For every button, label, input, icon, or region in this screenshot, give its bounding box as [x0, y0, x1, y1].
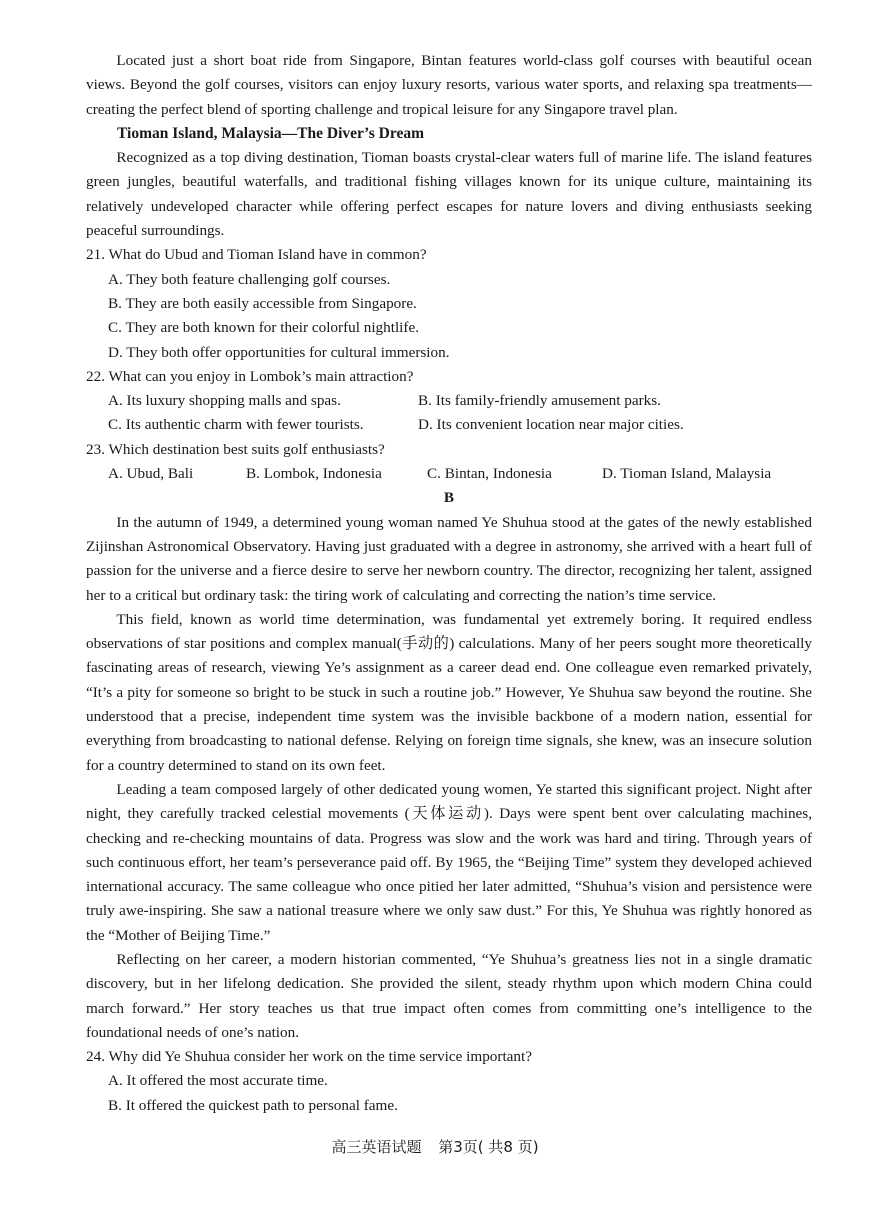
heading-tioman: Tioman Island, Malaysia—The Diver’s Dream: [117, 124, 424, 142]
option-d: D. Tioman Island, Malaysia: [602, 465, 772, 483]
option-row: [86, 413, 812, 437]
exam-page: [86, 49, 812, 1118]
option-b: B. Its family-friendly amusement parks.: [418, 392, 661, 410]
option-c: C. They are both known for their colorful nightlife.: [108, 319, 419, 337]
question-22: [86, 365, 812, 438]
option-b: B. Lombok, Indonesia: [246, 465, 382, 483]
option-a: A. It offered the most accurate time.: [108, 1072, 328, 1090]
option-a: A. Ubud, Bali: [108, 465, 194, 483]
option-b: B. They are both easily accessible from Singapore.: [108, 294, 417, 312]
question-stem: 21. What do Ubud and Tioman Island have in common?: [86, 246, 427, 264]
option-d: D. Its convenient location near major cities.: [418, 416, 684, 434]
page-footer: [0, 1136, 870, 1157]
option-d: D. They both offer opportunities for cultural immersion.: [108, 343, 450, 361]
paragraph-bintan: Located just a short boat ride from Singapore, Bintan features world-class golf courses with beautiful ocean views. Beyond the golf courses, visitors can enjoy luxury resorts, various water sports, and relaxing spa treatments—creating the perfect blend of sporting challenge and tropical leisure for any Singapore travel plan.: [86, 52, 812, 118]
option-a: A. Its luxury shopping malls and spas.: [108, 392, 341, 410]
section-b-heading: B: [443, 489, 455, 507]
option-b: B. It offered the quickest path to personal fame.: [108, 1096, 398, 1114]
option-row: [86, 389, 812, 413]
paragraph-b4: Reflecting on her career, a modern historian commented, “Ye Shuhua’s greatness lies not in a single dramatic discovery, but in her lifelong dedication. She provided the silent, steady rhythm upon which modern China could march forward.” Her story teaches us that true impact often comes from committing one’s intelligence to the foundational needs of one’s nation.: [86, 950, 812, 1041]
question-stem: 23. Which destination best suits golf enthusiasts?: [86, 440, 385, 458]
paragraph-b1: In the autumn of 1949, a determined young woman named Ye Shuhua stood at the gates of the newly established Zijinshan Astronomical Observatory. Having just graduated with a degree in astronomy, she arrived with a heart full of passion for the universe and a fierce desire to serve her newborn country. The director, recognizing her talent, assigned her to a critical but ordinary task: the tiring work of calculating and correcting the nation’s time service.: [86, 513, 812, 604]
question-stem: 22. What can you enjoy in Lombok’s main attraction?: [86, 367, 414, 385]
footer-page-number: 第3页( 共8 页): [438, 1138, 539, 1156]
question-23: [86, 438, 812, 487]
paragraph-tioman: Recognized as a top diving destination, Tioman boasts crystal-clear waters full of marine life. The island features green jungles, beautiful waterfalls, and traditional fishing villages known for its unique culture, maintaining its relatively undeveloped character while offering perfect escapes for nature lovers and diving enthusiasts seeking peaceful surroundings.: [86, 149, 812, 240]
paragraph-b2: This field, known as world time determination, was fundamental yet extremely boring. It required endless observations of star positions and complex manual(手动的) calculations. Many of her peers sought more theoretically fascinating areas of research, viewing Ye’s assignment as a career dead end. One colleague even remarked privately, “It’s a pity for someone so bright to be stuck in such a routine job.” However, Ye Shuhua saw beyond the routine. She understood that a precise, independent time system was the invisible backbone of a modern nation, essential for everything from broadcasting to national defense. Relying on foreign time signals, she knew, was an insecure solution for a country determined to stand on its own feet.: [86, 610, 812, 774]
option-row: [86, 462, 812, 486]
option-c: C. Bintan, Indonesia: [427, 465, 552, 483]
question-21: [86, 243, 812, 364]
question-stem: 24. Why did Ye Shuhua consider her work on the time service important?: [86, 1048, 532, 1066]
footer-title: 高三英语试题: [331, 1138, 422, 1156]
paragraph-b3: Leading a team composed largely of other dedicated young women, Ye started this significant project. Night after night, they carefully tracked celestial movements (天体运动). Days were spent bent over calculating machines, checking and re-checking mountains of data. Progress was slow and the work was hard and tiring. Through years of such continuous effort, her team’s perseverance paid off. By 1965, the “Beijing Time” system they developed achieved international accuracy. The same colleague who once pitied her later admitted, “Shuhua’s vision and persistence were truly awe-inspiring. She saw a national treasure where we only saw dust.” For this, Ye Shuhua was rightly honored as the “Mother of Beijing Time.”: [86, 780, 812, 944]
option-a: A. They both feature challenging golf courses.: [108, 270, 391, 288]
option-c: C. Its authentic charm with fewer tourists.: [108, 416, 364, 434]
question-24: [86, 1045, 812, 1118]
